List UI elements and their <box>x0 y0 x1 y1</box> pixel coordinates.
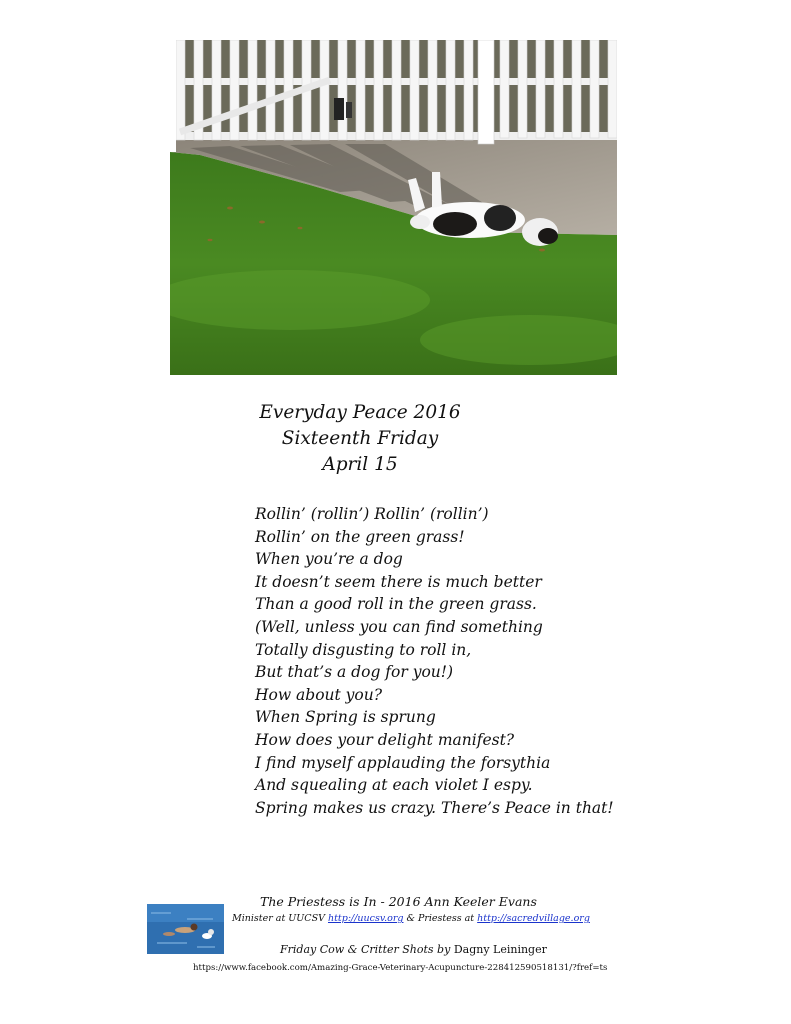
poem-line: How about you? <box>255 685 383 704</box>
photo-credit <box>280 943 547 956</box>
priestess-label: & Priestess at <box>403 913 478 924</box>
facebook-url: https://www.facebook.com/Amazing-Grace-Veterinary-Acupuncture-228412590518131/?fref=ts <box>193 963 608 973</box>
poem-line: How does your delight manifest? <box>255 730 515 749</box>
poem-line: When you’re a dog <box>255 550 403 569</box>
minister-label: Minister at UUCSV <box>232 913 328 924</box>
poem-line: Rollin’ on the green grass! <box>255 527 465 546</box>
footer-links-line <box>232 913 590 924</box>
heading-title: Everyday Peace 2016 <box>259 402 461 423</box>
credit-name: Dagny Leininger <box>453 943 547 956</box>
poem-line: Than a good roll in the green grass. <box>255 595 537 614</box>
sacred-village-link[interactable]: http://sacredvillage.org <box>477 913 590 924</box>
poem-line: It doesn’t seem there is much better <box>255 572 542 591</box>
heading-subtitle: Sixteenth Friday <box>281 428 439 449</box>
poem-line: When Spring is sprung <box>255 708 436 727</box>
credit-label: Friday Cow & Critter Shots by <box>280 943 454 956</box>
footer-title: The Priestess is In - 2016 Ann Keeler Evans <box>260 894 537 909</box>
heading-date: April 15 <box>322 454 398 475</box>
poem-line: (Well, unless you can find something <box>255 617 543 636</box>
poem-line: Rollin’ (rollin’) Rollin’ (rollin’) <box>255 505 489 523</box>
poem-line: And squealing at each violet I espy. <box>255 776 533 795</box>
poem <box>255 503 614 819</box>
poem-line: But that’s a dog for you!) <box>255 663 454 682</box>
poem-line: I find myself applauding the forsythia <box>255 753 551 772</box>
uucsv-link[interactable]: http://uucsv.org <box>327 913 404 924</box>
swimmers-thumbnail <box>147 904 224 954</box>
poem-line: Totally disgusting to roll in, <box>255 640 472 659</box>
poem-line: Spring makes us crazy. There’s Peace in that! <box>255 798 614 817</box>
heading-block <box>230 400 490 478</box>
dog-photo <box>170 40 617 375</box>
